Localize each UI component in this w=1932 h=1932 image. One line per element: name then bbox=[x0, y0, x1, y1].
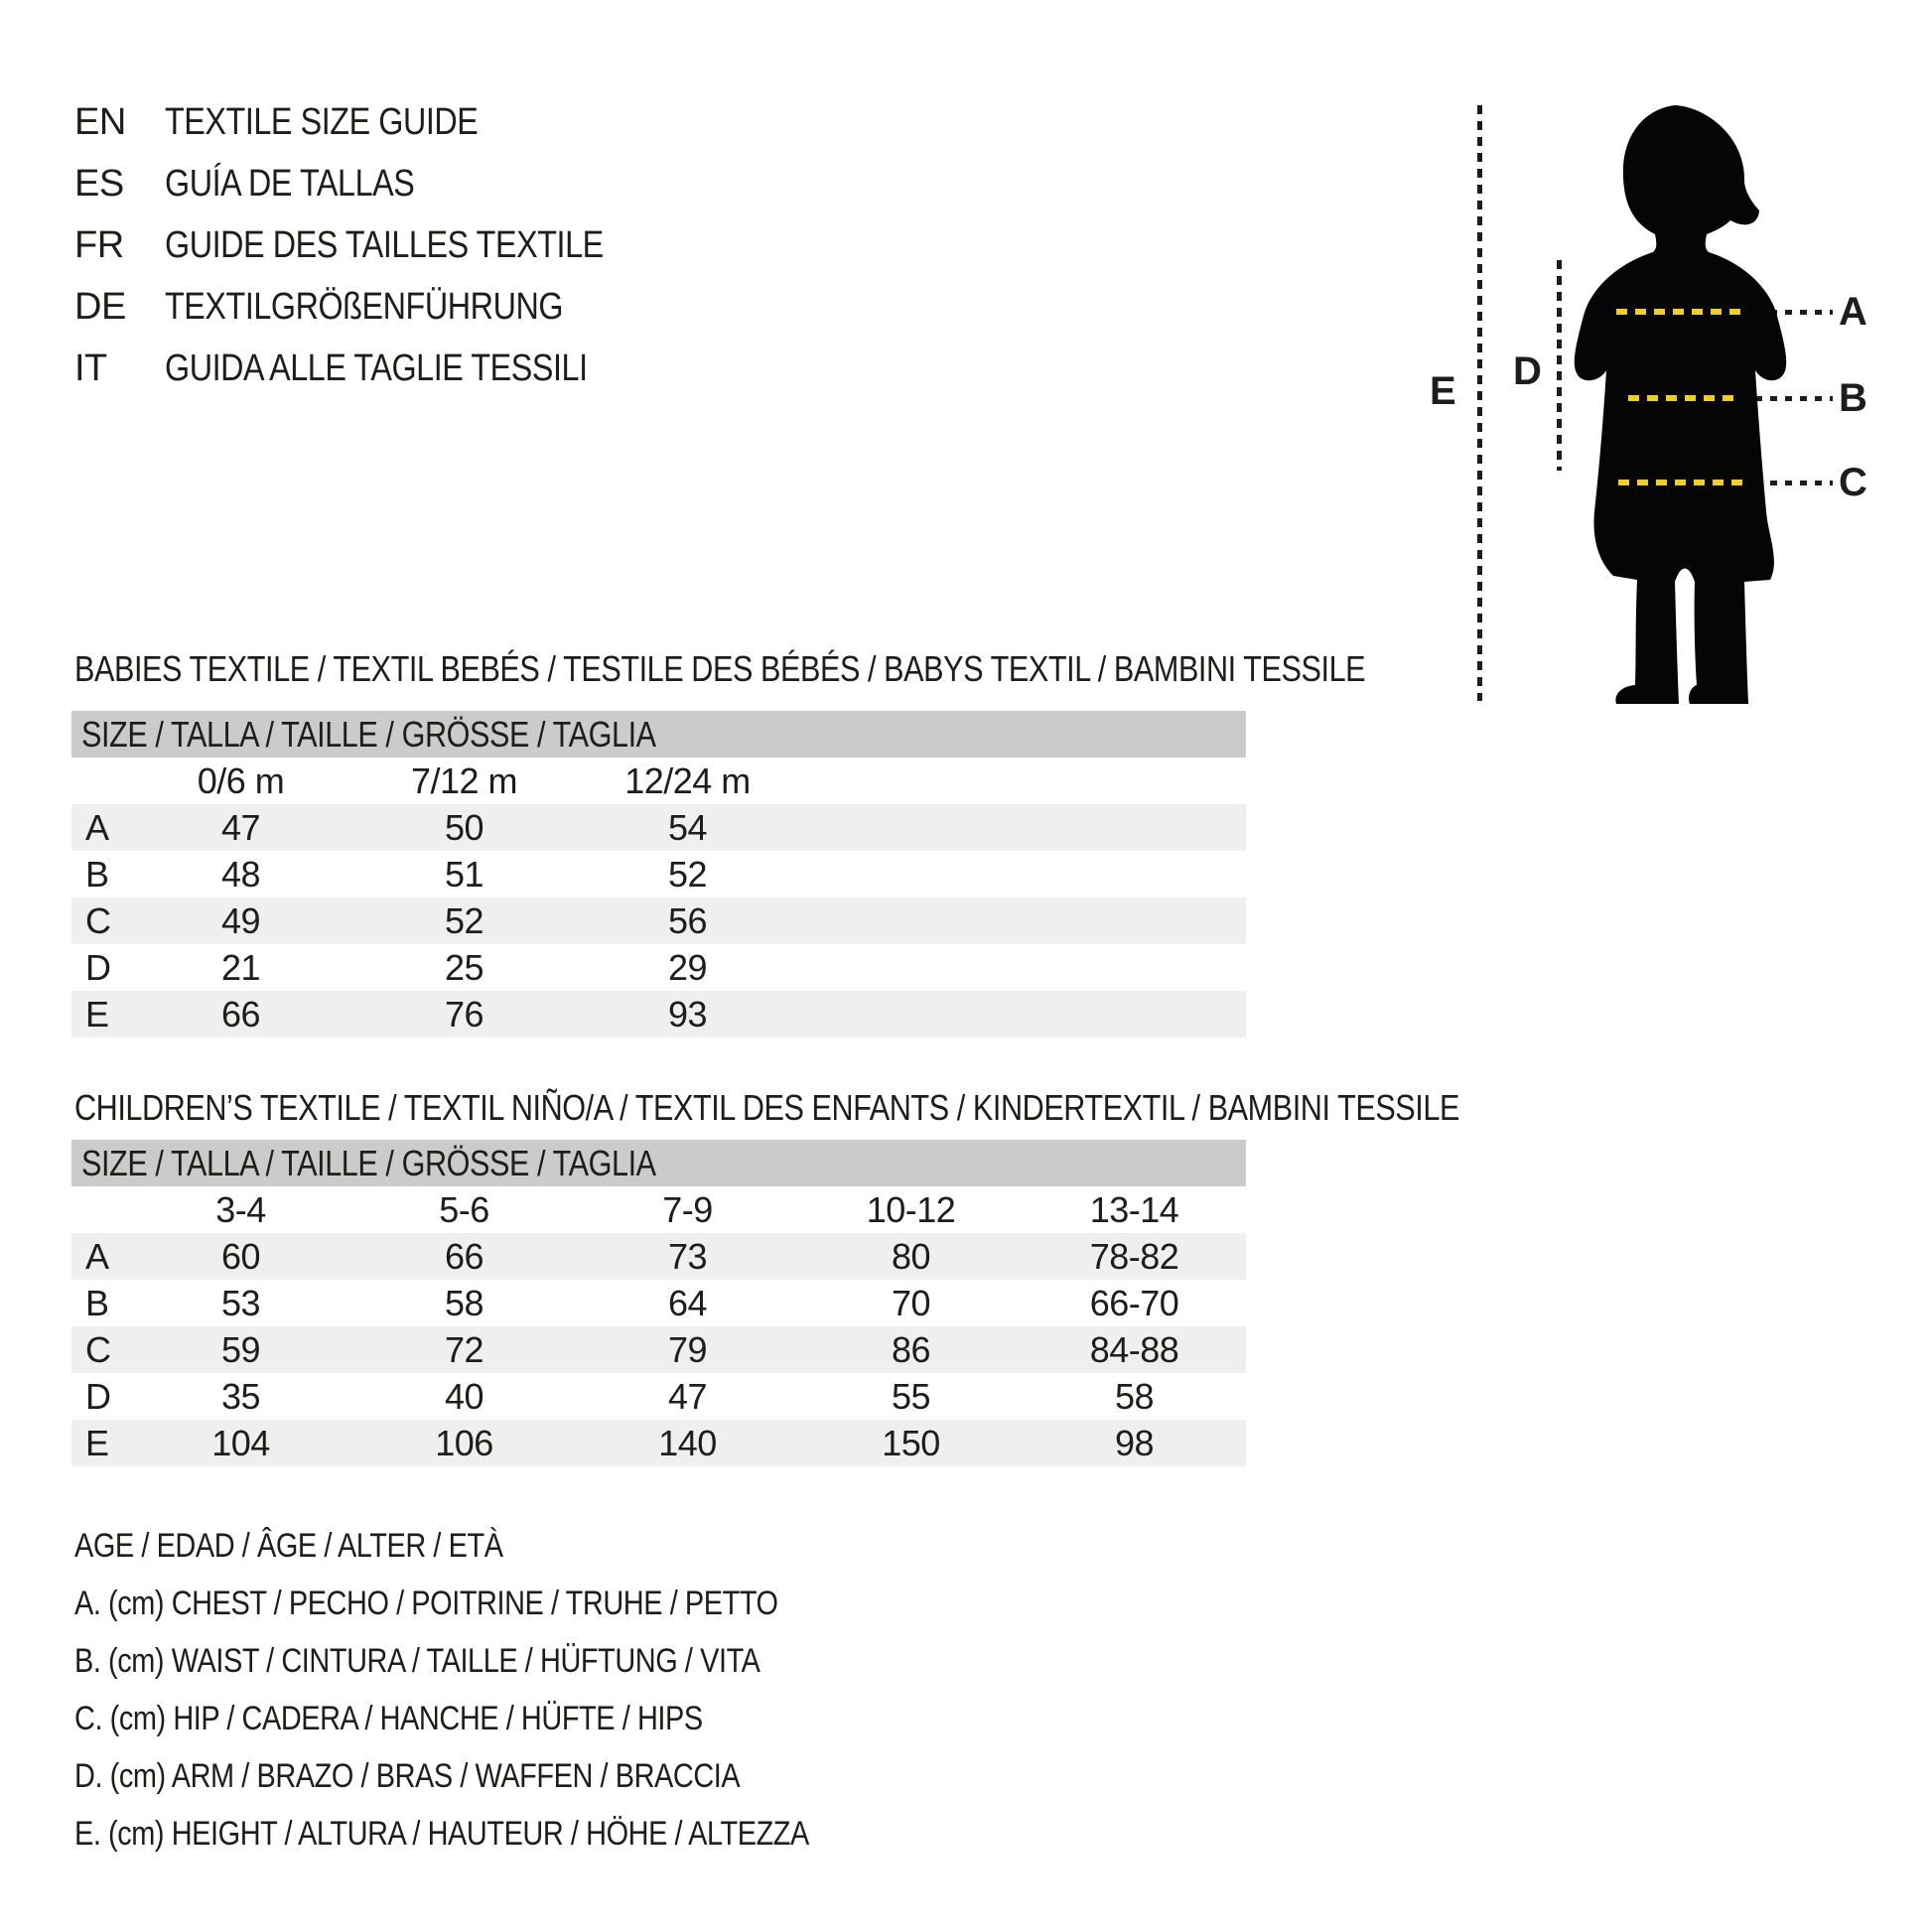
table-cell: 52 bbox=[667, 854, 708, 895]
guide-title: GUIDE DES TAILLES TEXTILE bbox=[165, 224, 604, 266]
table-cell: 40 bbox=[444, 1376, 484, 1417]
table-cell: 48 bbox=[220, 854, 261, 895]
column-header-row bbox=[71, 758, 1246, 804]
language-row bbox=[74, 276, 681, 338]
table-cell: 51 bbox=[444, 854, 484, 895]
table-row bbox=[71, 804, 1246, 851]
legend-text: AGE / EDAD / ÂGE / ALTER / ETÀ bbox=[74, 1527, 503, 1565]
row-label: B bbox=[85, 1283, 109, 1323]
language-code: ES bbox=[74, 163, 124, 205]
table-cell: 86 bbox=[891, 1329, 931, 1370]
table-cell: 80 bbox=[891, 1236, 931, 1277]
table-cell: 72 bbox=[444, 1329, 484, 1370]
table-cell: 140 bbox=[658, 1423, 717, 1463]
table-cell: 25 bbox=[444, 947, 484, 988]
table-cell: 55 bbox=[891, 1376, 931, 1417]
row-label: E bbox=[85, 1423, 109, 1463]
table-cell: 66 bbox=[220, 994, 261, 1035]
table-cell: 79 bbox=[667, 1329, 708, 1370]
column-header: 3-4 bbox=[215, 1189, 266, 1230]
table-row bbox=[71, 991, 1246, 1037]
table-cell: 50 bbox=[444, 807, 484, 848]
table-cell: 52 bbox=[444, 900, 484, 941]
table-cell: 150 bbox=[882, 1423, 940, 1463]
language-code: FR bbox=[74, 224, 124, 266]
language-code: DE bbox=[74, 286, 126, 328]
row-label: D bbox=[85, 1376, 111, 1417]
table-cell: 21 bbox=[220, 947, 261, 988]
table-row bbox=[71, 1326, 1246, 1373]
row-label-spacer bbox=[71, 1186, 129, 1233]
legend-text: E. (cm) HEIGHT / ALTURA / HAUTEUR / HÖHE / ALTEZZA bbox=[74, 1815, 809, 1853]
legend-line-chest bbox=[74, 1575, 938, 1632]
column-header-row bbox=[71, 1186, 1246, 1233]
size-header-bar bbox=[71, 1140, 1246, 1186]
language-row bbox=[74, 91, 681, 153]
marker-label-waist: B bbox=[1839, 376, 1867, 420]
babies-section-title-text: BABIES TEXTILE / TEXTIL BEBÉS / TESTILE DES BÉBÉS / BABYS TEXTIL / BAMBINI TESSILE bbox=[74, 648, 1366, 689]
table-cell: 47 bbox=[667, 1376, 708, 1417]
guide-title: TEXTILE SIZE GUIDE bbox=[165, 101, 479, 143]
arm-dashed-line bbox=[1557, 260, 1562, 471]
table-cell: 106 bbox=[435, 1423, 493, 1463]
table-cell: 66-70 bbox=[1089, 1283, 1179, 1323]
size-header-text: SIZE / TALLA / TAILLE / GRÖSSE / TAGLIA bbox=[81, 1143, 656, 1183]
marker-label-hip: C bbox=[1839, 461, 1867, 504]
row-label: A bbox=[85, 807, 109, 848]
table-cell: 93 bbox=[667, 994, 708, 1035]
children-section-title-text: CHILDREN’S TEXTILE / TEXTIL NIÑO/A / TEXTIL DES ENFANTS / KINDERTEXTIL / BAMBINI TESSILE bbox=[74, 1087, 1459, 1128]
table-cell: 78-82 bbox=[1089, 1236, 1179, 1277]
row-label: D bbox=[85, 947, 111, 988]
guide-title: TEXTILGRÖßENFÜHRUNG bbox=[165, 286, 564, 328]
row-label: C bbox=[85, 900, 111, 941]
language-row bbox=[74, 338, 681, 399]
column-header: 5-6 bbox=[439, 1189, 489, 1230]
babies-size-table bbox=[71, 711, 1246, 1037]
column-header: 12/24 m bbox=[624, 760, 751, 801]
table-row bbox=[71, 1420, 1246, 1466]
babies-section-title bbox=[74, 647, 1593, 691]
chest-measure-line bbox=[1616, 309, 1741, 315]
legend-text: C. (cm) HIP / CADERA / HANCHE / HÜFTE / HIPS bbox=[74, 1700, 703, 1737]
table-cell: 66 bbox=[444, 1236, 484, 1277]
column-header: 7/12 m bbox=[410, 760, 518, 801]
marker-label-arm: D bbox=[1513, 349, 1542, 393]
legend-line-arm bbox=[74, 1747, 938, 1805]
language-code: EN bbox=[74, 101, 126, 143]
guide-title: GUÍA DE TALLAS bbox=[165, 163, 415, 205]
column-header: 7-9 bbox=[662, 1189, 713, 1230]
table-cell: 73 bbox=[667, 1236, 708, 1277]
table-row bbox=[71, 851, 1246, 897]
table-cell: 54 bbox=[667, 807, 708, 848]
table-row bbox=[71, 944, 1246, 991]
column-header: 13-14 bbox=[1089, 1189, 1179, 1230]
size-header-text: SIZE / TALLA / TAILLE / GRÖSSE / TAGLIA bbox=[81, 714, 656, 755]
table-cell: 56 bbox=[667, 900, 708, 941]
table-cell: 47 bbox=[220, 807, 261, 848]
waist-measure-line bbox=[1628, 395, 1739, 401]
legend-text: D. (cm) ARM / BRAZO / BRAS / WAFFEN / BRACCIA bbox=[74, 1757, 741, 1795]
hip-measure-line bbox=[1618, 480, 1744, 485]
legend-text: B. (cm) WAIST / CINTURA / TAILLE / HÜFTUNG / VITA bbox=[74, 1642, 760, 1680]
table-row bbox=[71, 1280, 1246, 1326]
measurement-legend bbox=[74, 1517, 938, 1863]
table-row bbox=[71, 897, 1246, 944]
language-row bbox=[74, 153, 681, 214]
height-dashed-line bbox=[1477, 105, 1482, 701]
table-cell: 64 bbox=[667, 1283, 708, 1323]
language-row bbox=[74, 214, 681, 276]
table-cell: 98 bbox=[1114, 1423, 1155, 1463]
table-cell: 59 bbox=[220, 1329, 261, 1370]
table-cell: 70 bbox=[891, 1283, 931, 1323]
column-header: 0/6 m bbox=[197, 760, 285, 801]
size-header-bar bbox=[71, 711, 1246, 758]
table-cell: 60 bbox=[220, 1236, 261, 1277]
legend-line-height bbox=[74, 1805, 938, 1863]
table-cell: 53 bbox=[220, 1283, 261, 1323]
children-section-title bbox=[74, 1086, 1704, 1130]
row-label: B bbox=[85, 854, 109, 895]
guide-title: GUIDA ALLE TAGLIE TESSILI bbox=[165, 347, 588, 389]
legend-line-age bbox=[74, 1517, 938, 1575]
legend-text: A. (cm) CHEST / PECHO / POITRINE / TRUHE / PETTO bbox=[74, 1585, 778, 1622]
child-silhouette bbox=[1564, 99, 1792, 707]
table-cell: 84-88 bbox=[1089, 1329, 1179, 1370]
table-row bbox=[71, 1233, 1246, 1280]
legend-line-hip bbox=[74, 1690, 938, 1747]
table-cell: 58 bbox=[444, 1283, 484, 1323]
table-row bbox=[71, 1373, 1246, 1420]
table-cell: 76 bbox=[444, 994, 484, 1035]
language-code: IT bbox=[74, 347, 107, 389]
table-cell: 104 bbox=[211, 1423, 270, 1463]
table-cell: 49 bbox=[220, 900, 261, 941]
row-label-spacer bbox=[71, 758, 129, 804]
row-label: E bbox=[85, 994, 109, 1035]
column-header: 10-12 bbox=[866, 1189, 956, 1230]
row-label: A bbox=[85, 1236, 109, 1277]
legend-line-waist bbox=[74, 1632, 938, 1690]
children-size-table bbox=[71, 1140, 1246, 1466]
table-cell: 35 bbox=[220, 1376, 261, 1417]
table-cell: 29 bbox=[667, 947, 708, 988]
language-title-block bbox=[74, 91, 681, 399]
marker-label-chest: A bbox=[1839, 290, 1867, 334]
table-cell: 58 bbox=[1114, 1376, 1155, 1417]
marker-label-height: E bbox=[1430, 369, 1456, 413]
row-label: C bbox=[85, 1329, 111, 1370]
